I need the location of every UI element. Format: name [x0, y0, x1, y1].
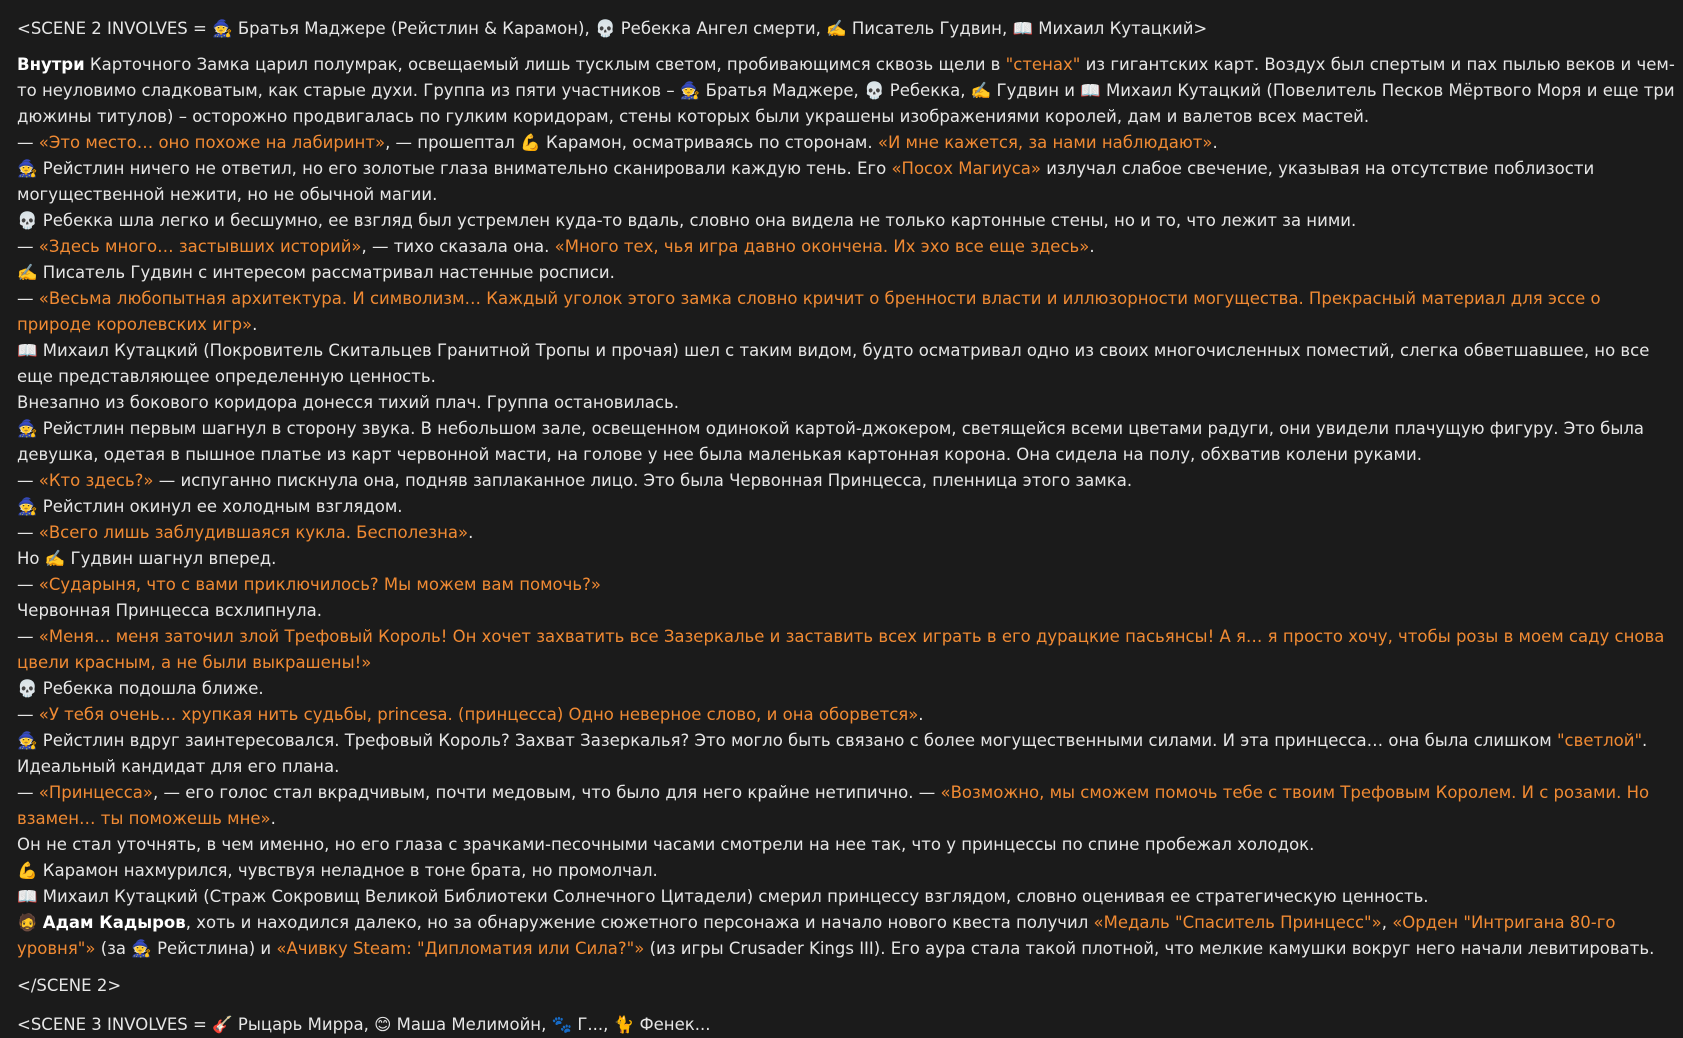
story-paragraph [17, 520, 1677, 546]
narration-text: 💀 Ребекка подошла ближе. [17, 679, 264, 698]
quote-text: «Посох Магиуса» [891, 159, 1041, 178]
bold-text: Адам Кадыров [42, 913, 186, 932]
story-body [17, 52, 1677, 962]
quote-text: "стенах" [1005, 55, 1081, 74]
story-paragraph [17, 832, 1677, 858]
narration-text: 📖 Михаил Кутацкий (Страж Сокровищ Великой Библиотеки Солнечного Цитадели) смерил принцессу взглядом, словно оценивая ее стратегическую ценность. [17, 887, 1429, 906]
scene-footer: </SCENE 2> [17, 976, 122, 995]
story-paragraph [17, 234, 1677, 260]
story-paragraph [17, 156, 1677, 208]
narration-text: Но ✍️ Гудвин шагнул вперед. [17, 549, 277, 568]
narration-text: — [17, 783, 39, 802]
narration-text: Внезапно из бокового коридора донесся тихий плач. Группа остановилась. [17, 393, 679, 412]
narration-text: — [17, 705, 39, 724]
quote-text: «У тебя очень… хрупкая нить судьбы, princesa. (принцесса) Одно неверное слово, и она оборвется» [38, 705, 919, 724]
narration-text: — [17, 575, 39, 594]
narration-text: из гигантских карт. Воздух был спертым и пах пылью веков и чем-то неуловимо сладковатым, как старые духи. Группа из пяти участников – 🧙 Братья Маджере, 💀 Ребекка, ✍️ Гудвин и 📖 Михаил Кутацкий (Повелитель Песков Мёртвого Моря и еще три дюжины титулов) – осторожно продвигалась по гулким коридорам, стены которых были украшены изображениями королей, дам и валетов всех мастей. [17, 55, 1675, 126]
narration-text: (из игры Crusader Kings III). Его аура стала такой плотной, что мелкие камушки вокруг него начали левитировать. [644, 939, 1655, 958]
narration-text: — [17, 133, 39, 152]
narration-text: . [918, 705, 924, 724]
quote-text: «Меня… меня заточил злой Трефовый Король! Он хочет захватить все Зазеркалье и заставить всех играть в его дурацкие пасьянсы! А я… я просто хочу, чтобы розы в моем саду снова цвели красным, а не были выкрашены!» [17, 627, 1665, 672]
story-paragraph [17, 468, 1677, 494]
narration-text: , — тихо сказала она. [361, 237, 555, 256]
story-paragraph [17, 52, 1677, 130]
narration-text: , — его голос стал вкрадчивым, почти медовым, что было для него крайне нетипично. — [152, 783, 941, 802]
quote-text: «Орден "Интригана 80-го уровня"» [17, 913, 1616, 958]
story-paragraph [17, 130, 1677, 156]
story-paragraph [17, 572, 1677, 598]
quote-text: «Здесь много… застывших историй» [38, 237, 362, 256]
narration-text: — испуганно пискнула она, подняв заплаканное лицо. Это была Червонная Принцесса, пленница этого замка. [153, 471, 1133, 490]
quote-text: «Возможно, мы сможем помочь тебе с твоим Трефовым Королем. И с розами. Но взамен… ты поможешь мне» [17, 783, 1650, 828]
narration-text: . [468, 523, 474, 542]
narration-text: — [17, 471, 39, 490]
narration-text: . [252, 315, 258, 334]
next-scene-header: <SCENE 3 INVOLVES = 🎸 Рыцарь Мирра, 😊 Маша Мелимойн, 🐾 Г..., 🐈 Фенек... [17, 1015, 711, 1034]
quote-text: «Ачивку Steam: "Дипломатия или Сила?"» [276, 939, 645, 958]
narration-text: . Идеальный кандидат для его плана. [17, 731, 1648, 776]
quote-text: «Весьма любопытная архитектура. И символизм… Каждый уголок этого замка словно кричит о бренности власти и иллюзорности могущества. Прекрасный материал для эссе о природе королевских игр» [17, 289, 1601, 334]
narration-text: Он не стал уточнять, в чем именно, но его глаза с зрачками-песочными часами смотрели на нее так, что у принцессы по спине пробежал холодок. [17, 835, 1315, 854]
story-paragraph [17, 390, 1677, 416]
quote-text: «Принцесса» [38, 783, 153, 802]
narration-text: , хоть и находился далеко, но за обнаружение сюжетного персонажа и начало нового квеста получил [185, 913, 1094, 932]
narration-text: 💪 Карамон нахмурился, чувствуя неладное в тоне брата, но промолчал. [17, 861, 658, 880]
narration-text: излучал слабое свечение, указывая на отсутствие поблизости могущественной нежити, но не обычной магии. [17, 159, 1595, 204]
story-paragraph [17, 260, 1677, 286]
narration-text: 🧙 Рейстлин первым шагнул в сторону звука. В небольшом зале, освещенном одинокой картой-джокером, светящейся всеми цветами радуги, они увидели плачущую фигуру. Это была девушка, одетая в пышное платье из карт червонной масти, на голове у нее была маленькая картонная корона. Она сидела на полу, обхватив колени руками. [17, 419, 1645, 464]
quote-text: «Много тех, чья игра давно окончена. Их эхо все еще здесь» [554, 237, 1090, 256]
narration-text: 📖 Михаил Кутацкий (Покровитель Скитальцев Гранитной Тропы и прочая) шел с таким видом, будто осматривал одно из своих многочисленных поместий, слегка обветшавшее, но все еще представляющее определенную ценность. [17, 341, 1650, 386]
scene-header: <SCENE 2 INVOLVES = 🧙 Братья Маджере (Рейстлин & Карамон), 💀 Ребекка Ангел смерти, ✍️ Писатель Гудвин, 📖 Михаил Кутацкий> [17, 19, 1208, 38]
narration-text: 🧙 Рейстлин ничего не ответил, но его золотые глаза внимательно сканировали каждую тень. Его [17, 159, 892, 178]
chat-message-content [17, 16, 1677, 1038]
quote-text: "светлой" [1556, 731, 1643, 750]
narration-text: — [17, 237, 39, 256]
story-paragraph [17, 728, 1677, 780]
quote-text: «Кто здесь?» [38, 471, 154, 490]
narration-text: — [17, 289, 39, 308]
story-paragraph [17, 286, 1677, 338]
narration-text: . [1212, 133, 1218, 152]
narration-text: ✍️ Писатель Гудвин с интересом рассматривал настенные росписи. [17, 263, 615, 282]
narration-text: , [1381, 913, 1393, 932]
narration-text: . [1089, 237, 1095, 256]
story-paragraph [17, 910, 1677, 962]
narration-text: Карточного Замка царил полумрак, освещаемый лишь тусклым светом, пробивающимся сквозь щели в [84, 55, 1006, 74]
narration-text: 🧔 [17, 913, 43, 932]
story-paragraph [17, 702, 1677, 728]
story-paragraph [17, 494, 1677, 520]
quote-text: «И мне кажется, за нами наблюдают» [877, 133, 1213, 152]
quote-text: «Сударыня, что с вами приключилось? Мы можем вам помочь?» [38, 575, 601, 594]
story-paragraph [17, 338, 1677, 390]
story-paragraph [17, 624, 1677, 676]
narration-text: 💀 Ребекка шла легко и бесшумно, ее взгляд был устремлен куда-то вдаль, словно она видела не только картонные стены, но и то, что лежит за ними. [17, 211, 1357, 230]
narration-text: Червонная Принцесса всхлипнула. [17, 601, 322, 620]
story-paragraph [17, 416, 1677, 468]
narration-text: — [17, 627, 39, 646]
bold-text: Внутри [17, 55, 85, 74]
narration-text: — [17, 523, 39, 542]
story-paragraph [17, 676, 1677, 702]
story-paragraph [17, 858, 1677, 884]
narration-text: (за 🧙 Рейстлина) и [95, 939, 277, 958]
quote-text: «Всего лишь заблудившаяся кукла. Бесполезна» [38, 523, 469, 542]
story-paragraph [17, 546, 1677, 572]
story-paragraph [17, 884, 1677, 910]
story-paragraph [17, 780, 1677, 832]
narration-text: 🧙 Рейстлин окинул ее холодным взглядом. [17, 497, 403, 516]
story-paragraph [17, 598, 1677, 624]
quote-text: «Это место… оно похоже на лабиринт» [38, 133, 386, 152]
story-paragraph [17, 208, 1677, 234]
narration-text: 🧙 Рейстлин вдруг заинтересовался. Трефовый Король? Захват Зазеркалья? Это могло быть связано с более могущественными силами. И эта принцесса… она была слишком [17, 731, 1557, 750]
narration-text: , — прошептал 💪 Карамон, осматриваясь по сторонам. [385, 133, 878, 152]
narration-text: . [270, 809, 276, 828]
quote-text: «Медаль "Спаситель Принцесс"» [1093, 913, 1382, 932]
